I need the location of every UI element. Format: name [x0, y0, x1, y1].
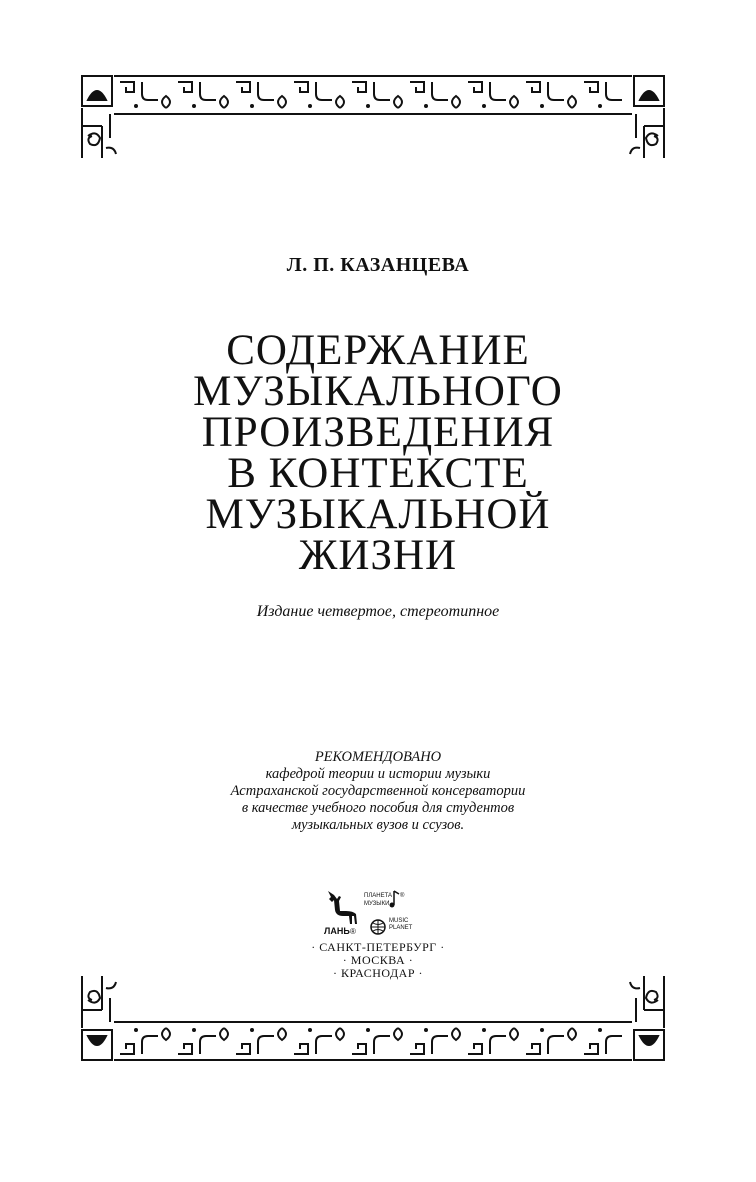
- recommendation-line: музыкальных вузов и ссузов.: [291, 817, 465, 833]
- logo-muzyki-text: МУЗЫКИ: [364, 901, 390, 907]
- deer-icon: [328, 891, 357, 924]
- logo-music-text: MUSIC: [389, 918, 409, 924]
- logo-planeta-text: ПЛАНЕТА: [364, 893, 393, 899]
- title-line: В КОНТЕКСТЕ: [227, 450, 529, 497]
- ornamental-border-bottom: [80, 974, 666, 1062]
- logo-planet-text: PLANET: [389, 925, 413, 931]
- svg-text:®: ®: [350, 927, 356, 936]
- recommendation-line: Астраханской государственной консерватории: [230, 783, 526, 799]
- recommendation-heading: РЕКОМЕНДОВАНО: [314, 749, 442, 765]
- title-line: МУЗЫКАЛЬНОГО: [193, 368, 563, 415]
- svg-text:®: ®: [400, 893, 405, 899]
- ornamental-border-top: [80, 74, 666, 160]
- city-line: · КРАСНОДАР ·: [333, 966, 423, 980]
- edition-note: Издание четвертое, стереотипное: [256, 603, 500, 620]
- recommendation-block: [120, 749, 636, 834]
- publisher-logo: [322, 887, 414, 941]
- title-line: ПРОИЗВЕДЕНИЯ: [201, 409, 555, 456]
- city-line: · САНКТ-ПЕТЕРБУРГ ·: [311, 940, 445, 954]
- title-line: МУЗЫКАЛЬНОЙ: [205, 491, 551, 538]
- city-line: · МОСКВА ·: [342, 953, 414, 967]
- recommendation-line: в качестве учебного пособия для студентов: [241, 800, 515, 816]
- title-line: ЖИЗНИ: [298, 532, 458, 579]
- book-title: [120, 327, 636, 579]
- author-name: Л. П. КАЗАНЦЕВА: [286, 254, 470, 276]
- recommendation-line: кафедрой теории и истории музыки: [265, 766, 491, 782]
- music-note-icon: [394, 891, 399, 905]
- logo-lan-text: ЛАНЬ: [324, 926, 350, 936]
- title-line: СОДЕРЖАНИЕ: [226, 327, 530, 374]
